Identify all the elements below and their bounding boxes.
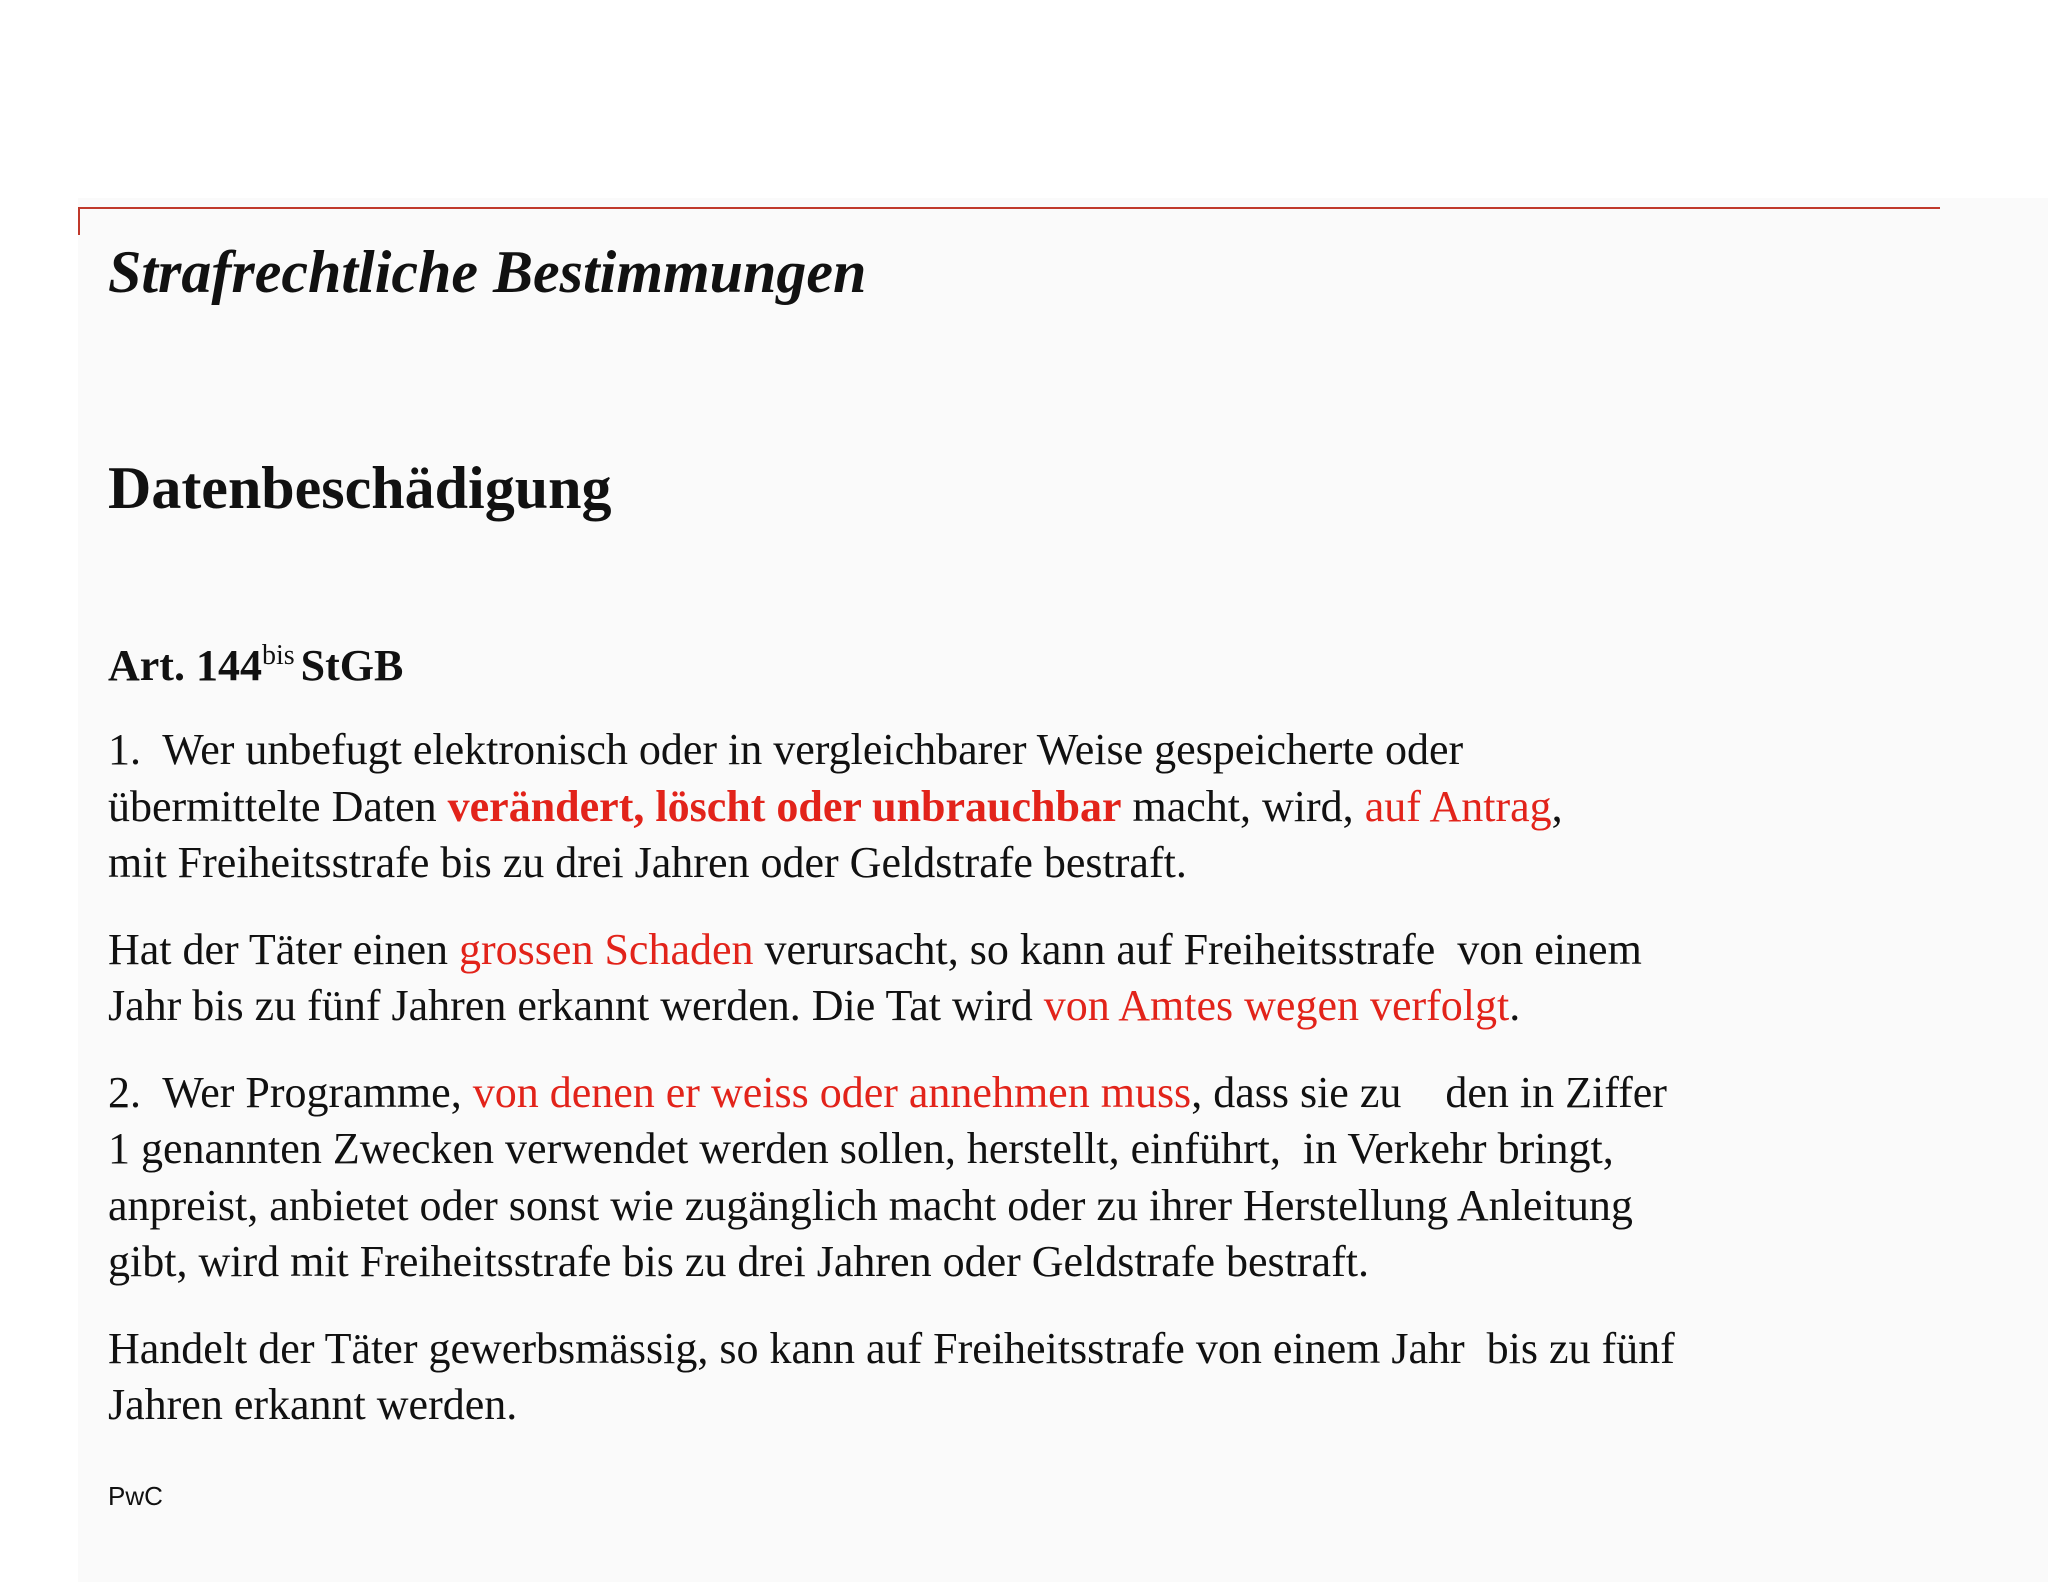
paragraph-3-line-1-post: , dass sie zu den in Ziffer: [1191, 1067, 1667, 1117]
paragraph-1-line-3: mit Freiheitsstrafe bis zu drei Jahren oder Geldstrafe bestraft.: [108, 838, 1187, 887]
paragraph-2-highlight-1: grossen Schaden: [459, 924, 754, 974]
section-title: Strafrechtliche Bestimmungen: [108, 239, 867, 305]
page-title: Datenbeschädigung: [108, 455, 612, 521]
header-rule-tick: [78, 207, 80, 235]
paragraph-2-line-2-post: .: [1509, 981, 1521, 1030]
paragraph-1-line-1: Wer unbefugt elektronisch oder in vergleichbarer Weise gespeicherte oder: [162, 725, 1464, 774]
paragraph-1-line-2-pre: übermittelte Daten: [108, 781, 448, 831]
paragraph-4: [108, 1321, 2008, 1434]
paragraph-4-line-1: Handelt der Täter gewerbsmässig, so kann auf Freiheitsstrafe von einem Jahr bis zu fünf: [108, 1323, 1675, 1373]
paragraph-3-number: 2.: [108, 1067, 141, 1117]
header-rule: [78, 207, 1940, 209]
paragraph-3-line-2: 1 genannten Zwecken verwendet werden sollen, herstellt, einführt, in Verkehr bringt,: [108, 1124, 1614, 1173]
footer-brand: PwC: [108, 1481, 163, 1511]
article-body: [108, 722, 2008, 1464]
paragraph-1-highlight: auf Antrag: [1364, 781, 1552, 831]
article-superscript: bis: [261, 640, 295, 671]
paragraph-1: [108, 722, 2008, 892]
paragraph-1-line-2-mid: macht, wird,: [1121, 781, 1365, 831]
paragraph-3-line-3: anpreist, anbietet oder sonst wie zugänglich macht oder zu ihrer Herstellung Anleitung: [108, 1180, 1633, 1230]
article-prefix: Art. 144: [108, 641, 262, 690]
paragraph-3-line-1-pre: Wer Programme,: [162, 1067, 473, 1117]
paragraph-3-highlight: von denen er weiss oder annehmen muss: [472, 1067, 1192, 1117]
paragraph-2-line-2-pre: Jahr bis zu fünf Jahren erkannt werden. Die Tat wird: [108, 981, 1044, 1030]
article-suffix: StGB: [300, 641, 404, 690]
paragraph-1-number: 1.: [108, 725, 141, 774]
paragraph-2: [108, 922, 2008, 1035]
paragraph-1-emphasis: verändert, löscht oder unbrauchbar: [447, 781, 1122, 831]
paragraph-4-line-2: Jahren erkannt werden.: [108, 1380, 518, 1429]
paragraph-2-line-1-post: verursacht, so kann auf Freiheitsstrafe von einem: [753, 924, 1642, 974]
paragraph-2-line-1-pre: Hat der Täter einen: [108, 924, 460, 974]
article-reference: [108, 636, 403, 702]
paragraph-2-highlight-2: von Amtes wegen verfolgt: [1043, 981, 1510, 1030]
paragraph-3-line-4: gibt, wird mit Freiheitsstrafe bis zu drei Jahren oder Geldstrafe bestraft.: [108, 1237, 1369, 1286]
paragraph-1-line-2-post: ,: [1551, 781, 1563, 831]
paragraph-3: [108, 1065, 2008, 1291]
